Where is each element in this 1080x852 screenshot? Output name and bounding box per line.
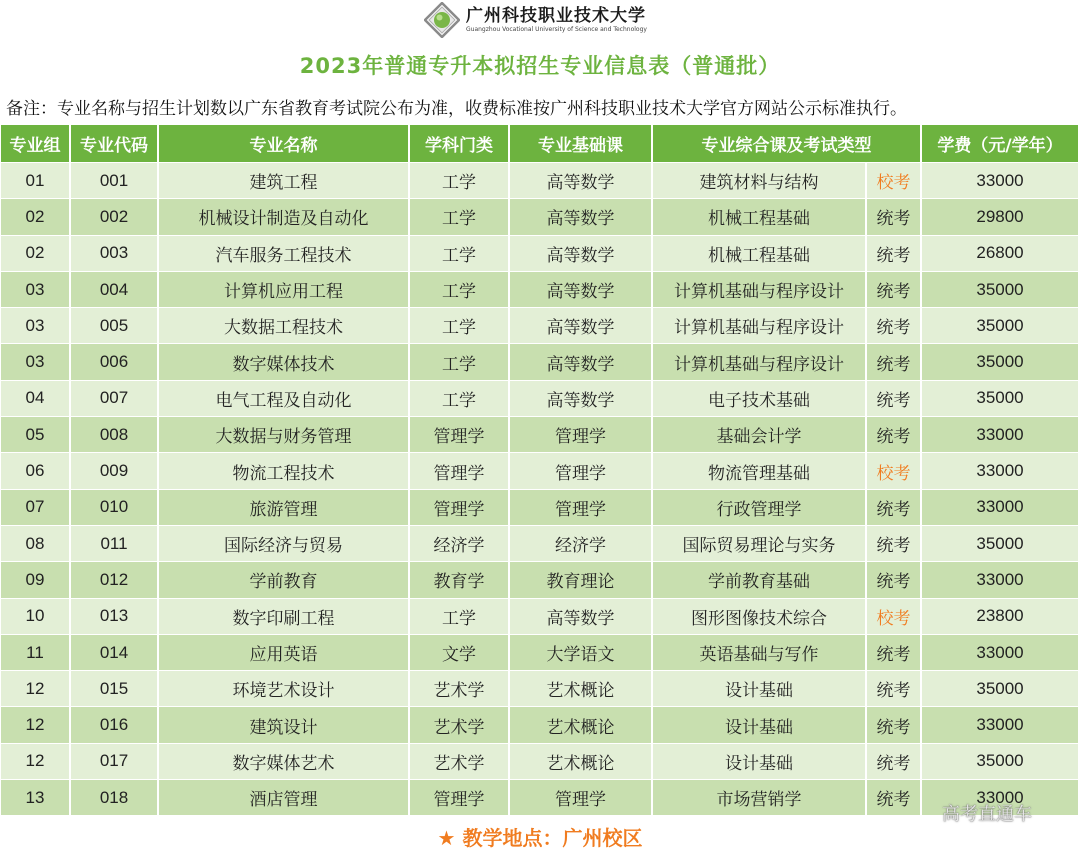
cell-fee: 33000	[921, 562, 1079, 598]
cell-exam-type: 统考	[866, 562, 921, 598]
cell-fee: 33000	[921, 634, 1079, 670]
cell-exam-type: 统考	[866, 525, 921, 561]
cell-category: 工学	[409, 308, 509, 344]
table-row	[1, 489, 1079, 525]
cell-code: 017	[70, 743, 158, 779]
cell-category: 管理学	[409, 780, 509, 816]
remark-note: 备注：专业名称与招生计划数以广东省教育考试院公布为准，收费标准按广州科技职业技术大学官方网站公示标准执行。	[6, 99, 907, 119]
cell-group: 13	[1, 780, 70, 816]
cell-comprehensive-course: 设计基础	[652, 707, 866, 743]
cell-basic-course: 高等数学	[509, 271, 652, 307]
cell-fee: 33000	[921, 163, 1079, 199]
cell-fee: 33000	[921, 453, 1079, 489]
cell-group: 04	[1, 380, 70, 416]
cell-comprehensive-course: 物流管理基础	[652, 453, 866, 489]
cell-basic-course: 教育理论	[509, 562, 652, 598]
cell-comprehensive-course: 电子技术基础	[652, 380, 866, 416]
cell-basic-course: 大学语文	[509, 634, 652, 670]
cell-category: 工学	[409, 235, 509, 271]
table-row	[1, 562, 1079, 598]
cell-exam-type: 校考	[866, 598, 921, 634]
cell-exam-type: 统考	[866, 344, 921, 380]
cell-exam-type: 统考	[866, 634, 921, 670]
cell-category: 管理学	[409, 417, 509, 453]
cell-basic-course: 艺术概论	[509, 671, 652, 707]
cell-comprehensive-course: 建筑材料与结构	[652, 163, 866, 199]
cell-comprehensive-course: 国际贸易理论与实务	[652, 525, 866, 561]
cell-code: 013	[70, 598, 158, 634]
cell-category: 文学	[409, 634, 509, 670]
table-row	[1, 271, 1079, 307]
col-header-basic-course: 专业基础课	[509, 125, 652, 163]
cell-exam-type: 校考	[866, 453, 921, 489]
cell-basic-course: 管理学	[509, 489, 652, 525]
cell-fee: 35000	[921, 271, 1079, 307]
table-row	[1, 344, 1079, 380]
cell-group: 12	[1, 743, 70, 779]
cell-major-name: 数字印刷工程	[158, 598, 409, 634]
cell-exam-type: 统考	[866, 199, 921, 235]
cell-code: 018	[70, 780, 158, 816]
cell-fee: 35000	[921, 380, 1079, 416]
col-header-category: 学科门类	[409, 125, 509, 163]
cell-comprehensive-course: 图形图像技术综合	[652, 598, 866, 634]
table-row	[1, 417, 1079, 453]
cell-code: 011	[70, 525, 158, 561]
cell-exam-type: 统考	[866, 707, 921, 743]
cell-code: 010	[70, 489, 158, 525]
cell-basic-course: 管理学	[509, 780, 652, 816]
table-row	[1, 308, 1079, 344]
cell-basic-course: 高等数学	[509, 380, 652, 416]
cell-major-name: 大数据工程技术	[158, 308, 409, 344]
cell-exam-type: 统考	[866, 380, 921, 416]
cell-comprehensive-course: 机械工程基础	[652, 199, 866, 235]
cell-major-name: 大数据与财务管理	[158, 417, 409, 453]
cell-basic-course: 管理学	[509, 453, 652, 489]
cell-code: 004	[70, 271, 158, 307]
cell-fee: 33000	[921, 417, 1079, 453]
cell-exam-type: 统考	[866, 417, 921, 453]
cell-category: 工学	[409, 271, 509, 307]
cell-exam-type: 统考	[866, 308, 921, 344]
cell-fee: 26800	[921, 235, 1079, 271]
cell-basic-course: 管理学	[509, 417, 652, 453]
cell-code: 003	[70, 235, 158, 271]
cell-group: 03	[1, 308, 70, 344]
cell-major-name: 学前教育	[158, 562, 409, 598]
cell-exam-type: 统考	[866, 271, 921, 307]
col-header-group: 专业组	[1, 125, 70, 163]
table-row	[1, 598, 1079, 634]
cell-category: 工学	[409, 598, 509, 634]
cell-code: 012	[70, 562, 158, 598]
cell-code: 014	[70, 634, 158, 670]
cell-major-name: 酒店管理	[158, 780, 409, 816]
table-row	[1, 707, 1079, 743]
cell-basic-course: 艺术概论	[509, 743, 652, 779]
cell-group: 05	[1, 417, 70, 453]
cell-major-name: 环境艺术设计	[158, 671, 409, 707]
table-row	[1, 525, 1079, 561]
cell-category: 教育学	[409, 562, 509, 598]
cell-category: 艺术学	[409, 671, 509, 707]
cell-code: 002	[70, 199, 158, 235]
cell-comprehensive-course: 设计基础	[652, 671, 866, 707]
cell-group: 08	[1, 525, 70, 561]
cell-category: 艺术学	[409, 707, 509, 743]
cell-exam-type: 统考	[866, 671, 921, 707]
cell-major-name: 数字媒体艺术	[158, 743, 409, 779]
cell-basic-course: 高等数学	[509, 344, 652, 380]
cell-basic-course: 高等数学	[509, 163, 652, 199]
table-row	[1, 671, 1079, 707]
cell-category: 管理学	[409, 489, 509, 525]
cell-code: 016	[70, 707, 158, 743]
school-name: 广州科技职业技术大学	[466, 6, 646, 26]
table-body	[1, 163, 1079, 816]
cell-comprehensive-course: 机械工程基础	[652, 235, 866, 271]
cell-major-name: 电气工程及自动化	[158, 380, 409, 416]
cell-category: 工学	[409, 380, 509, 416]
col-header-code: 专业代码	[70, 125, 158, 163]
cell-major-name: 建筑设计	[158, 707, 409, 743]
watermark: 高考直通车	[942, 804, 1032, 825]
cell-comprehensive-course: 学前教育基础	[652, 562, 866, 598]
page-header	[0, 0, 1080, 42]
cell-exam-type: 统考	[866, 743, 921, 779]
cell-comprehensive-course: 基础会计学	[652, 417, 866, 453]
cell-category: 工学	[409, 344, 509, 380]
cell-major-name: 国际经济与贸易	[158, 525, 409, 561]
cell-code: 015	[70, 671, 158, 707]
cell-exam-type: 统考	[866, 235, 921, 271]
cell-exam-type: 统考	[866, 489, 921, 525]
cell-major-name: 机械设计制造及自动化	[158, 199, 409, 235]
cell-comprehensive-course: 英语基础与写作	[652, 634, 866, 670]
cell-comprehensive-course: 市场营销学	[652, 780, 866, 816]
table-row	[1, 453, 1079, 489]
col-header-name: 专业名称	[158, 125, 409, 163]
cell-fee: 33000	[921, 780, 1079, 816]
cell-category: 工学	[409, 199, 509, 235]
cell-fee: 35000	[921, 743, 1079, 779]
cell-code: 007	[70, 380, 158, 416]
teaching-location: ★ 教学地点：广州校区	[437, 826, 643, 850]
cell-code: 006	[70, 344, 158, 380]
cell-fee: 35000	[921, 525, 1079, 561]
cell-major-name: 汽车服务工程技术	[158, 235, 409, 271]
cell-fee: 29800	[921, 199, 1079, 235]
cell-comprehensive-course: 计算机基础与程序设计	[652, 344, 866, 380]
cell-fee: 35000	[921, 344, 1079, 380]
cell-major-name: 计算机应用工程	[158, 271, 409, 307]
cell-group: 10	[1, 598, 70, 634]
cell-group: 02	[1, 199, 70, 235]
cell-code: 008	[70, 417, 158, 453]
cell-basic-course: 高等数学	[509, 199, 652, 235]
cell-group: 09	[1, 562, 70, 598]
cell-basic-course: 高等数学	[509, 598, 652, 634]
table-row	[1, 743, 1079, 779]
cell-group: 03	[1, 344, 70, 380]
cell-comprehensive-course: 行政管理学	[652, 489, 866, 525]
table-row	[1, 780, 1079, 816]
school-logo	[424, 2, 647, 38]
cell-group: 02	[1, 235, 70, 271]
cell-group: 07	[1, 489, 70, 525]
cell-fee: 23800	[921, 598, 1079, 634]
cell-code: 001	[70, 163, 158, 199]
cell-major-name: 建筑工程	[158, 163, 409, 199]
col-header-fee: 学费（元/学年）	[921, 125, 1079, 163]
cell-exam-type: 校考	[866, 163, 921, 199]
majors-table	[1, 125, 1080, 816]
col-header-comprehensive-exam: 专业综合课及考试类型	[652, 125, 921, 163]
cell-major-name: 应用英语	[158, 634, 409, 670]
cell-major-name: 物流工程技术	[158, 453, 409, 489]
cell-code: 009	[70, 453, 158, 489]
cell-group: 03	[1, 271, 70, 307]
cell-group: 12	[1, 671, 70, 707]
cell-basic-course: 高等数学	[509, 308, 652, 344]
cell-group: 11	[1, 634, 70, 670]
school-name-en: Guangzhou Vocational University of Science and Technology	[466, 26, 647, 33]
cell-group: 01	[1, 163, 70, 199]
cell-major-name: 数字媒体技术	[158, 344, 409, 380]
cell-category: 管理学	[409, 453, 509, 489]
cell-group: 12	[1, 707, 70, 743]
table-row	[1, 235, 1079, 271]
cell-fee: 33000	[921, 707, 1079, 743]
cell-category: 经济学	[409, 525, 509, 561]
cell-basic-course: 高等数学	[509, 235, 652, 271]
table-row	[1, 163, 1079, 199]
cell-fee: 35000	[921, 671, 1079, 707]
cell-basic-course: 艺术概论	[509, 707, 652, 743]
cell-category: 工学	[409, 163, 509, 199]
table-row	[1, 634, 1079, 670]
cell-fee: 33000	[921, 489, 1079, 525]
cell-category: 艺术学	[409, 743, 509, 779]
cell-major-name: 旅游管理	[158, 489, 409, 525]
cell-group: 06	[1, 453, 70, 489]
cell-code: 005	[70, 308, 158, 344]
cell-comprehensive-course: 设计基础	[652, 743, 866, 779]
sphere-logo-icon	[424, 2, 460, 38]
table-row	[1, 199, 1079, 235]
cell-fee: 35000	[921, 308, 1079, 344]
cell-basic-course: 经济学	[509, 525, 652, 561]
page-title: 2023年普通专升本拟招生专业信息表（普通批）	[299, 54, 781, 78]
table-row	[1, 380, 1079, 416]
cell-exam-type: 统考	[866, 780, 921, 816]
cell-comprehensive-course: 计算机基础与程序设计	[652, 308, 866, 344]
cell-comprehensive-course: 计算机基础与程序设计	[652, 271, 866, 307]
table-header-row	[1, 125, 1079, 163]
